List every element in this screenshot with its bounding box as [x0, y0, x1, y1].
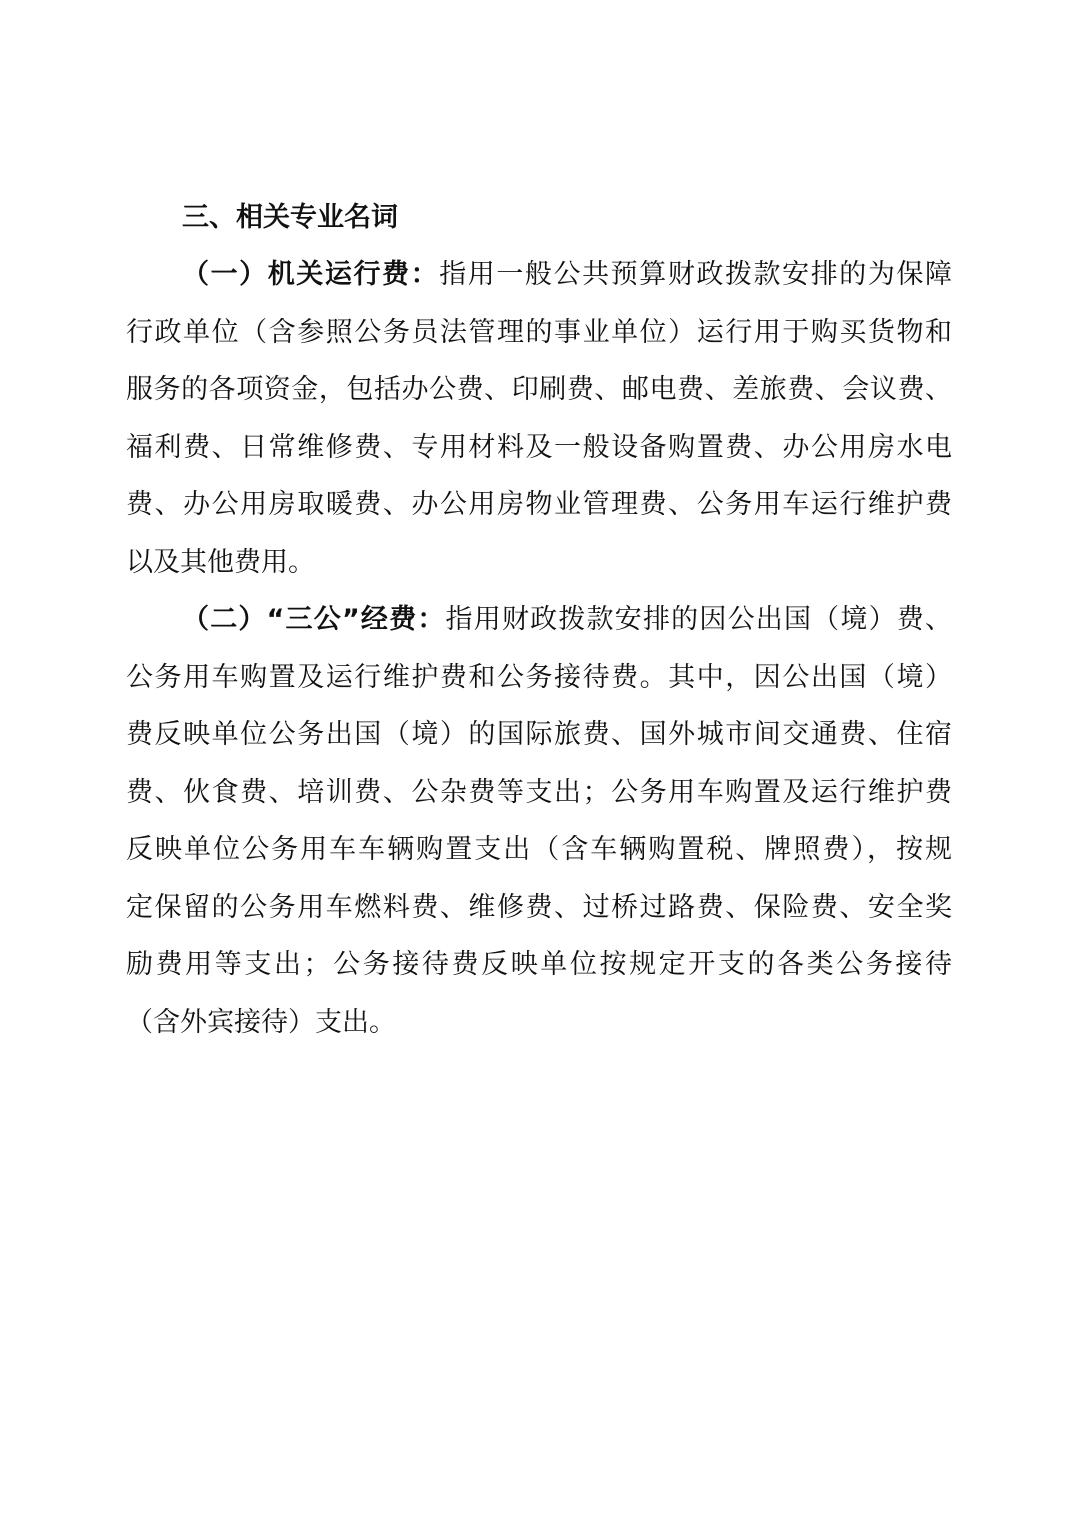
paragraph-text: 指用财政拨款安排的因公出国（境）费、 — [445, 604, 952, 635]
paragraph-line — [126, 591, 952, 649]
section-heading: 三、相关专业名词 — [182, 202, 398, 233]
term-three-public-expenses: （二）“三公”经费： — [182, 604, 446, 635]
paragraph-line: 以及其他费用。 — [126, 546, 315, 578]
paragraph-three-public-expenses — [126, 591, 952, 1051]
paragraph-line — [126, 246, 952, 304]
term-office-operating-costs: （一）机关运行费： — [182, 259, 440, 290]
paragraph-line: 定保留的公务用车燃料费、维修费、过桥过路费、保险费、安全奖 — [126, 891, 952, 923]
paragraph-text: 指用一般公共预算财政拨款安排的为保障 — [439, 259, 953, 290]
paragraph-line: 服务的各项资金，包括办公费、印刷费、邮电费、差旅费、会议费、 — [126, 374, 952, 405]
paragraph-line: 励费用等支出；公务接待费反映单位按规定开支的各类公务接待 — [126, 949, 952, 980]
paragraph-line: 费反映单位公务出国（境）的国际旅费、国外城市间交通费、住宿 — [126, 719, 952, 750]
paragraph-line: 行政单位（含参照公务员法管理的事业单位）运行用于购买货物和 — [126, 316, 952, 348]
paragraph-line: 反映单位公务用车车辆购置支出（含车辆购置税、牌照费），按规 — [126, 834, 952, 865]
paragraph-line: 费、办公用房取暖费、办公用房物业管理费、公务用车运行维护费 — [126, 489, 952, 520]
paragraph-line: （含外宾接待）支出。 — [126, 1006, 396, 1038]
paragraph-line: 公务用车购置及运行维护费和公务接待费。其中，因公出国（境） — [126, 661, 952, 693]
document-content — [126, 196, 952, 1051]
paragraph-line: 福利费、日常维修费、专用材料及一般设备购置费、办公用房水电 — [126, 431, 952, 463]
paragraph-office-operating-costs — [126, 246, 952, 591]
paragraph-line: 费、伙食费、培训费、公杂费等支出；公务用车购置及运行维护费 — [126, 776, 952, 808]
